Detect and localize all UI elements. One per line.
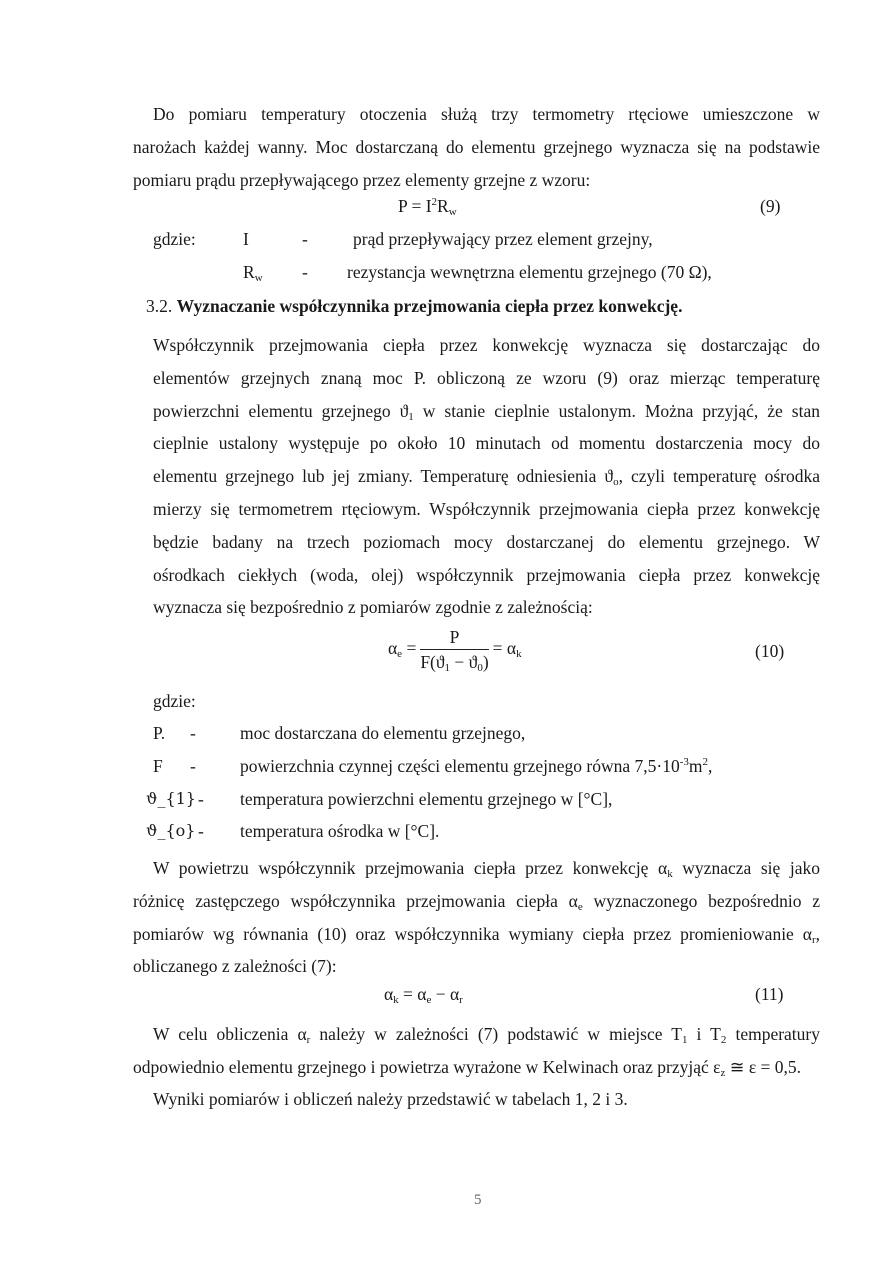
text-line: będzie badany na trzech poziomach mocy dostarczanej do elementu grzejnego. W [153, 531, 820, 552]
where-label: gdzie: [153, 229, 196, 249]
def-symbol: I [243, 229, 249, 249]
def-text: powierzchnia czynnej części elementu grzejnego równa $7,5\cdot 10^{-3}m^2$, [240, 756, 713, 776]
text-line: Współczynnik przejmowania ciepła przez konwekcję wyznacza się dostarczając do [153, 335, 820, 355]
text-line: narożach każdej wanny. Moc dostarczaną do elementu grzejnego wyznacza się na podstawie [133, 136, 820, 157]
def-text: moc dostarczana do elementu grzejnego, [240, 723, 526, 743]
equation-10-fraction [420, 626, 488, 674]
text-line: Wyniki pomiarów i obliczeń należy przedstawić w tabelach 1, 2 i 3. [153, 1089, 628, 1109]
where-label: gdzie: [153, 691, 196, 711]
def-text: prąd przepływający przez element grzejny, [353, 229, 653, 249]
paragraph-results [133, 1083, 820, 1116]
def-text: temperatura ośrodka w [°C]. [240, 821, 440, 841]
def-text: rezystancja wewnętrzna elementu grzejnego (70 Ω), [347, 262, 712, 282]
text-line: cieplnie ustalony występuje po około 10 minutach od momentu dostarczenia mocy do [153, 433, 820, 454]
paragraph-calc [133, 1018, 820, 1084]
def-dash: - [302, 229, 308, 249]
def-dash: - [198, 789, 204, 809]
text-line: mierzy się termometrem rtęciowym. Współczynnik przejmowania ciepła przez konwekcję [153, 498, 820, 519]
paragraph-air [133, 852, 820, 983]
def-dash: - [198, 821, 204, 841]
text-line: wyznacza się bezpośrednio z pomiarów zgodnie z zależnością: [153, 597, 593, 618]
text-line: pomiaru prądu przepływającego przez elementy grzejne z wzoru: [133, 169, 591, 190]
text-line: pomiarów wg równania (10) oraz współczynnika wymiany ciepła przez promieniowanie $\alpha_r$, [133, 923, 820, 946]
def-dash: - [190, 756, 196, 776]
text-line: obliczanego z zależności (7): [133, 956, 337, 977]
text-line: różnicę zastępczego współczynnika przejmowania ciepła $\alpha_e$ wyznaczonego bezpośrednio z [133, 890, 820, 913]
section-title: Wyznaczanie współczynnika przejmowania ciepła przez konwekcję. [176, 296, 683, 316]
equation-9 [398, 196, 457, 217]
def-symbol-theta-1: ϑ_{1} [146, 789, 196, 808]
text-line: ośrodkach ciekłych (woda, olej) współczynnik przejmowania ciepła przez konwekcję [153, 564, 820, 585]
equation-10-denominator: $F(ϑ_1 - ϑ_0)$ [420, 652, 489, 674]
section-number: 3.2. [146, 296, 173, 316]
section-heading [146, 296, 682, 317]
equation-10-numerator: P [420, 626, 488, 650]
equation-11 [384, 984, 463, 1005]
text-line: elementu grzejnego lub jej zmiany. Temperaturę odniesienia $ϑ_o$, czyli temperaturę ośrodka [153, 466, 820, 489]
text-line: powierzchni elementu grzejnego $ϑ_1$ w stanie cieplnie ustalonym. Można przyjąć, że stan [153, 400, 820, 423]
equation-10-rhs: = $\alpha_k$ [492, 638, 522, 661]
def-symbol: P. [153, 723, 166, 743]
def-symbol: F [153, 756, 163, 776]
def-symbol: $R_w$ [243, 262, 263, 284]
paragraph-convection [153, 329, 820, 624]
equation-9-label: (9) [760, 196, 781, 216]
def-text: temperatura powierzchni elementu grzejnego w [°C], [240, 789, 613, 809]
def-symbol-theta-0: ϑ_{o} [146, 821, 196, 840]
text-line: W celu obliczenia $\alpha_r$ należy w zależności (7) podstawić w miejsce $T_1$ i $T_2$ temperatury [153, 1024, 820, 1046]
page-number: 5 [474, 1192, 482, 1208]
def-dash: - [190, 723, 196, 743]
text-line: Do pomiaru temperatury otoczenia służą trzy termometry rtęciowe umieszczone w [153, 104, 820, 124]
text-line: odpowiednio elementu grzejnego i powietrza wyrażone w Kelwinach oraz przyjąć $\varepsilon_z$ ≅ ε = 0,5. [133, 1056, 802, 1079]
equation-11-formula: $\alpha_k = \alpha_e - \alpha_r$ [384, 984, 463, 1006]
text-line: elementów grzejnych znaną moc P. obliczoną ze wzoru (9) oraz mierząc temperaturę [153, 367, 820, 388]
equation-10-label: (10) [755, 641, 785, 661]
equation-11-label: (11) [755, 984, 784, 1004]
equation-10-lhs: $\alpha_e$ = [388, 638, 417, 661]
def-dash: - [302, 262, 308, 282]
equation-9-formula: $P = I^2R_w$ [398, 196, 457, 218]
text-line: W powietrzu współczynnik przejmowania ciepła przez konwekcję $\alpha_k$ wyznacza się jako [153, 858, 820, 880]
paragraph-intro [133, 98, 820, 196]
equation-10 [388, 626, 522, 674]
